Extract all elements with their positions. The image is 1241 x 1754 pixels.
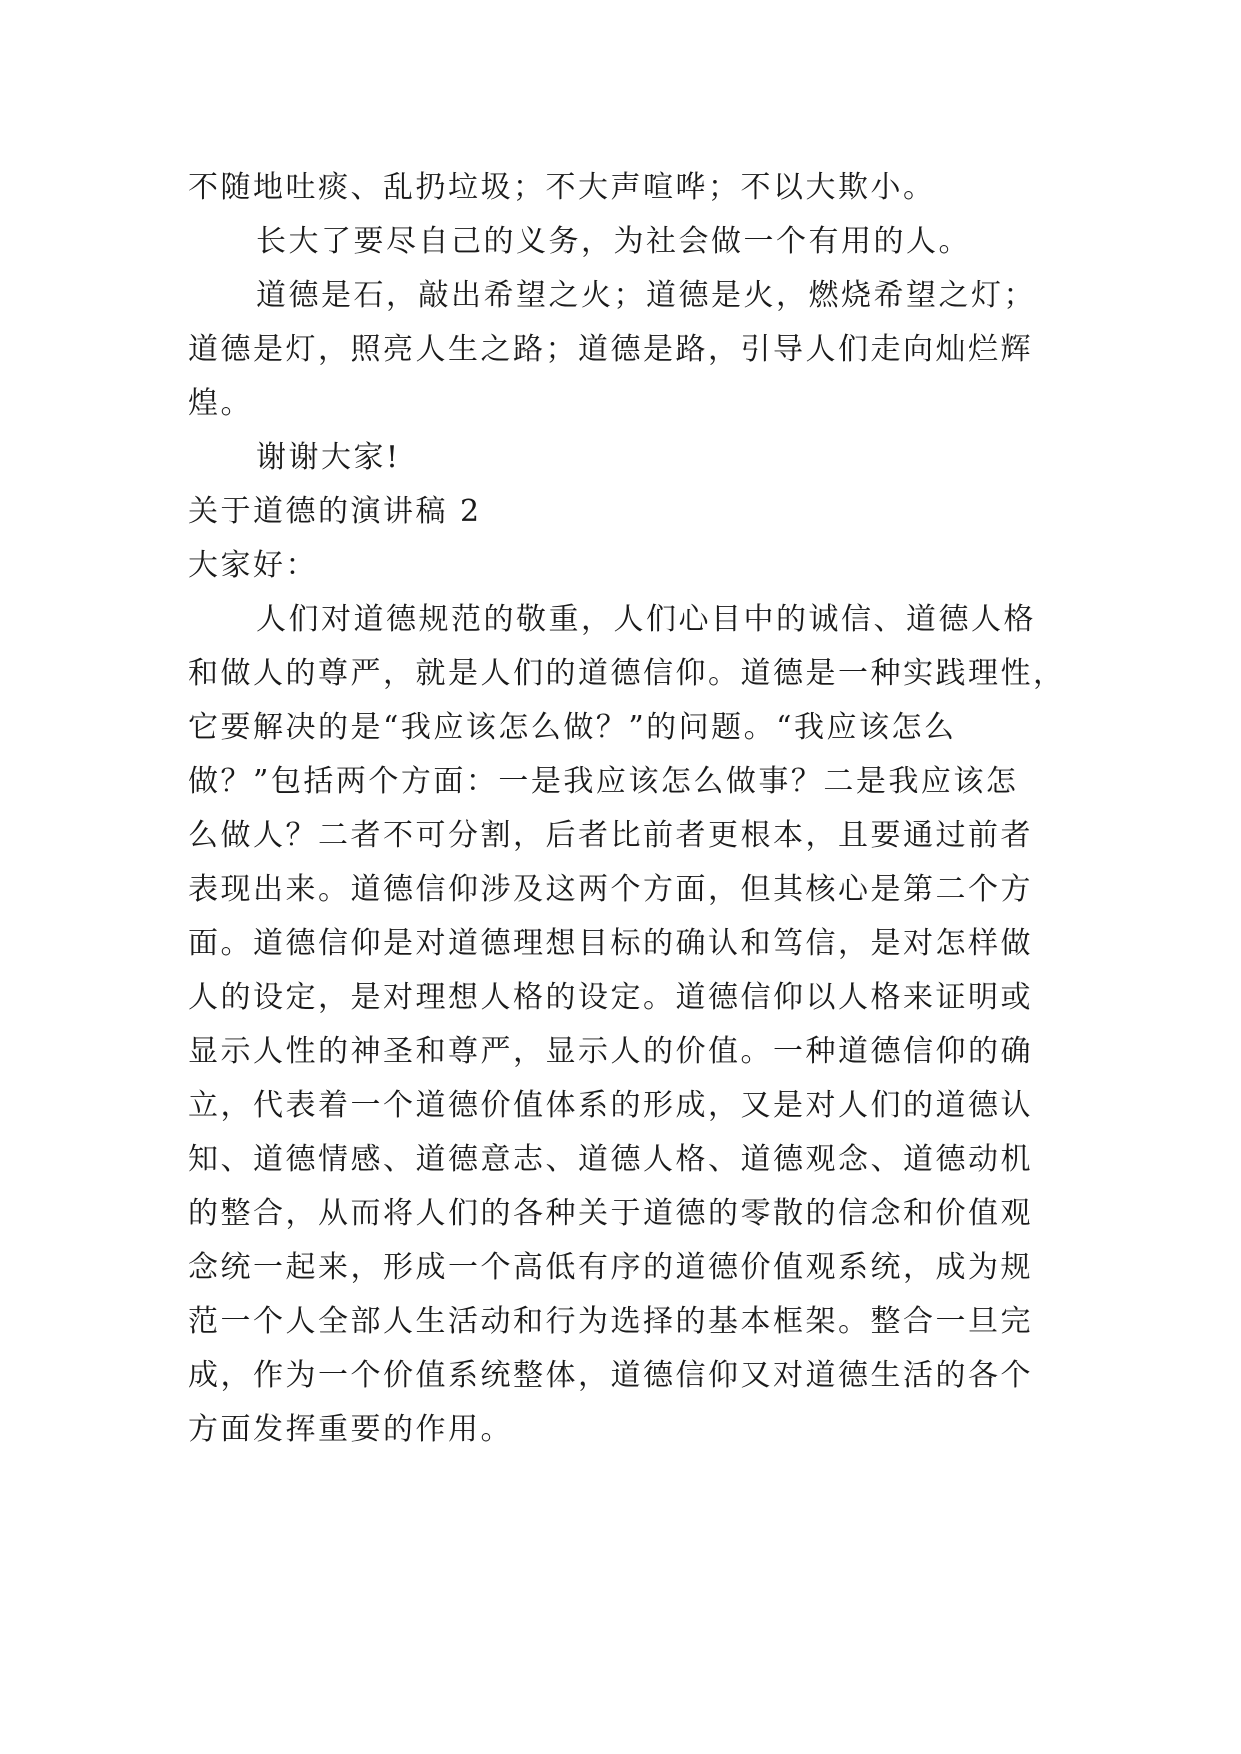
paragraph-line: 显示人性的神圣和尊严，显示人的价值。一种道德信仰的确 <box>188 1034 1033 1069</box>
paragraph-line: 立，代表着一个道德价值体系的形成，又是对人们的道德认 <box>188 1088 1033 1123</box>
closing-line: 谢谢大家! <box>256 440 401 475</box>
paragraph-line: 方面发挥重要的作用。 <box>188 1412 513 1447</box>
paragraph-line: 不随地吐痰、乱扔垃圾；不大声喧哗；不以大欺小。 <box>188 170 936 205</box>
paragraph-line: 它要解决的是“我应该怎么做？”的问题。“我应该怎么 <box>188 710 957 745</box>
paragraph-line: 成，作为一个价值系统整体，道德信仰又对道德生活的各个 <box>188 1358 1033 1393</box>
paragraph-line: 道德是石，敲出希望之火；道德是火，燃烧希望之灯； <box>256 278 1036 313</box>
paragraph-line: 表现出来。道德信仰涉及这两个方面，但其核心是第二个方 <box>188 872 1033 907</box>
paragraph-line: 长大了要尽自己的义务，为社会做一个有用的人。 <box>256 224 971 259</box>
paragraph-line: 的整合，从而将人们的各种关于道德的零散的信念和价值观 <box>188 1196 1033 1231</box>
paragraph-line: 做？”包括两个方面：一是我应该怎么做事？二是我应该怎 <box>188 764 1019 799</box>
paragraph-line: 面。道德信仰是对道德理想目标的确认和笃信，是对怎样做 <box>188 926 1033 961</box>
paragraph-line: 人们对道德规范的敬重，人们心目中的诚信、道德人格 <box>256 602 1036 637</box>
section-title: 关于道德的演讲稿 2 <box>188 494 482 529</box>
paragraph-line: 道德是灯，照亮人生之路；道德是路，引导人们走向灿烂辉 <box>188 332 1033 367</box>
greeting-line: 大家好： <box>188 548 318 583</box>
paragraph-line: 和做人的尊严，就是人们的道德信仰。道德是一种实践理性， <box>188 656 1066 691</box>
paragraph-line: 煌。 <box>188 386 253 421</box>
paragraph-line: 知、道德情感、道德意志、道德人格、道德观念、道德动机 <box>188 1142 1033 1177</box>
paragraph-line: 念统一起来，形成一个高低有序的道德价值观系统，成为规 <box>188 1250 1033 1285</box>
paragraph-line: 范一个人全部人生活动和行为选择的基本框架。整合一旦完 <box>188 1304 1033 1339</box>
paragraph-line: 么做人？二者不可分割，后者比前者更根本，且要通过前者 <box>188 818 1033 853</box>
paragraph-line: 人的设定，是对理想人格的设定。道德信仰以人格来证明或 <box>188 980 1033 1015</box>
